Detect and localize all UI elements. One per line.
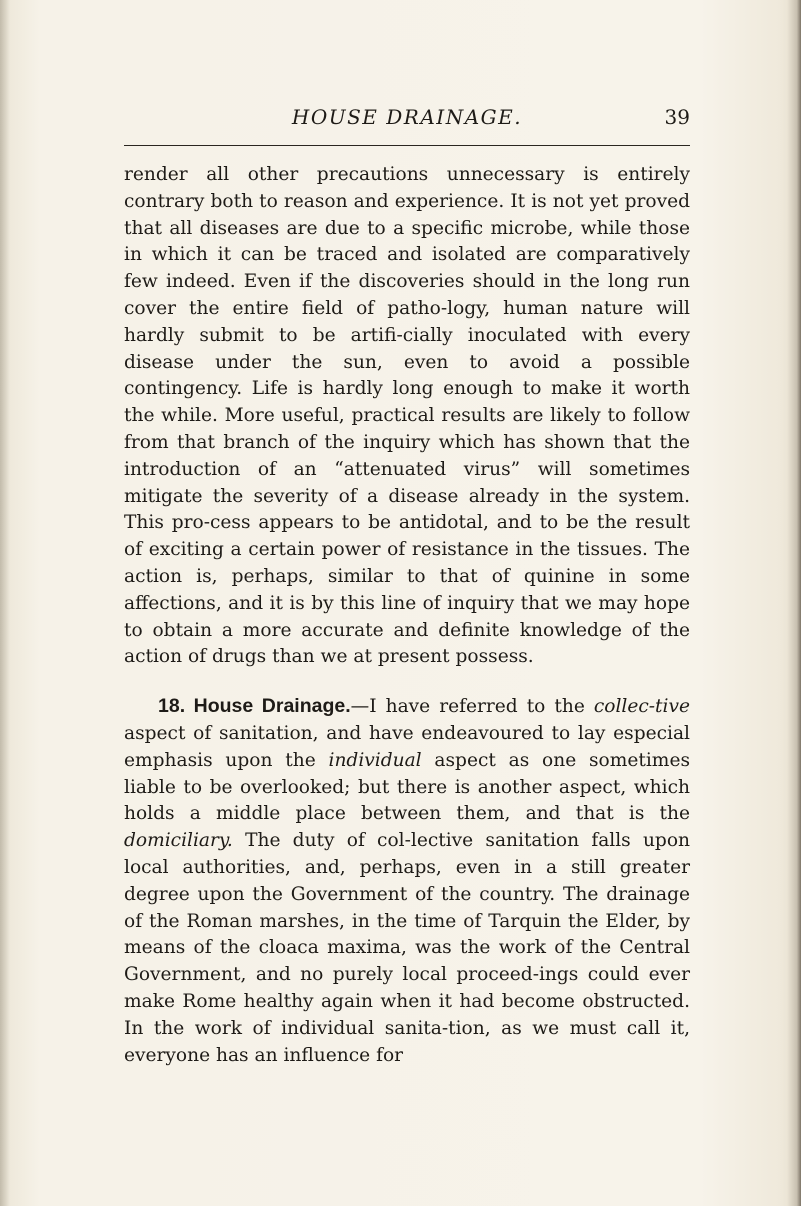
running-title: HOUSE DRAINAGE.	[291, 105, 523, 129]
page-left-shadow	[0, 0, 10, 1206]
page-number: 39	[664, 105, 690, 129]
text-segment: aspect as one sometimes liable to be overlooked; but there is another aspect, which holds a middle place between them, and that is the	[124, 749, 690, 825]
paragraph-1: render all other precautions unnecessary is entirely contrary both to reason and experience. It is not yet proved that all diseases are due to a specific microbe, while those in which it can be traced and isolated are comparatively few indeed. Even if the discoveries should in the long run cover the entire field of patho-logy, human nature will hardly submit to be artifi-cially inoculated with every disease under the sun, even to avoid a possible contingency. Life is hardly long enough to make it worth the while. More useful, practical results are likely to follow from that branch of the inquiry which has shown that the introduction of an “attenuated virus” will sometimes mitigate the severity of a disease already in the system. This pro-cess appears to be antidotal, and to be the result of exciting a certain power of resistance in the tissues. The action is, perhaps, similar to that of quinine in some affections, and it is by this line of inquiry that we may hope to obtain a more accurate and definite knowledge of the action of drugs than we at present possess.	[124, 164, 690, 668]
emphasis-individual: individual	[328, 749, 422, 771]
header-rule	[124, 145, 690, 146]
page-right-shadow	[787, 0, 801, 1206]
text-segment: —I have referred to the	[350, 696, 594, 718]
section-heading: 18. House Drainage.	[158, 695, 351, 718]
emphasis-collective: collec-tive	[593, 696, 690, 718]
emphasis-domiciliary: domiciliary.	[124, 830, 233, 852]
running-header	[124, 100, 690, 134]
paragraph-2	[124, 693, 690, 1069]
text-segment: aspect of sanitation, and have endeavoured to lay especial emphasis upon the	[124, 722, 690, 771]
text-segment: The duty of col-lective sanitation falls upon local authorities, and, perhaps, even in a still greater degree upon the Government of the country. The drainage of the Roman marshes, in the time of Tarquin the Elder, by means of the cloaca maxima, was the work of the Central Government, and no purely local proceed-ings could ever make Rome healthy again when it had become obstructed. In the work of individual sanita-tion, as we must call it, everyone has an influence for	[124, 830, 690, 1066]
body-text	[124, 162, 690, 1069]
